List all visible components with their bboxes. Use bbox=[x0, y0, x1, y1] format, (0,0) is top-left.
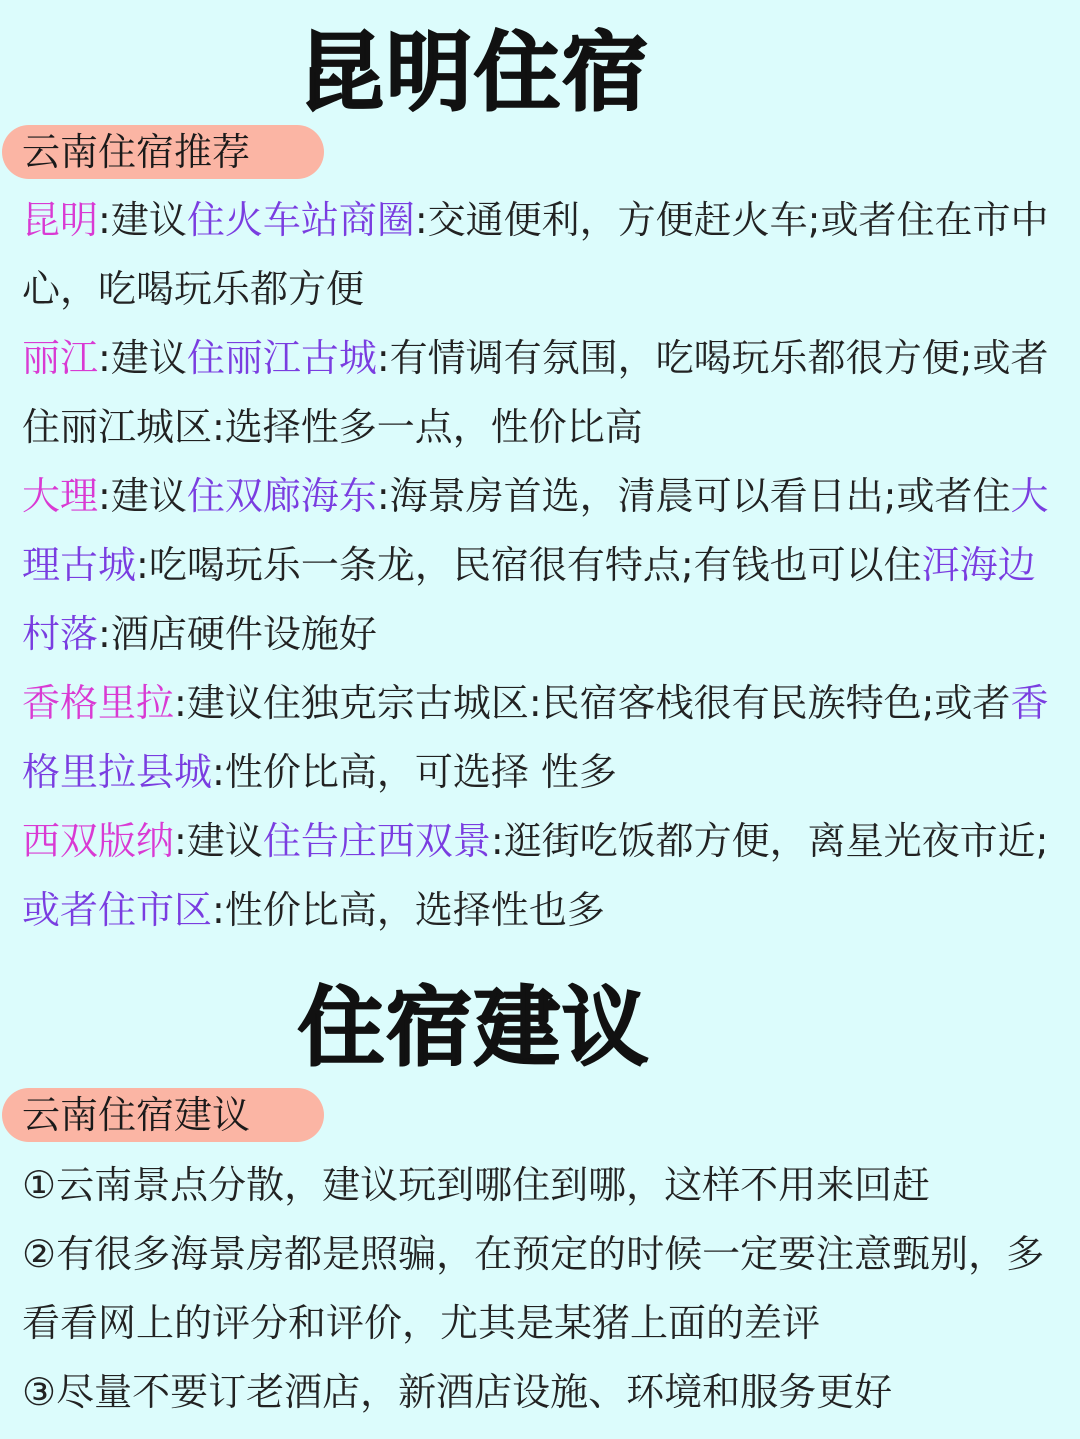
page-title-lodging-advice: 住宿建议 bbox=[298, 978, 650, 1078]
place-name: 昆明 bbox=[22, 198, 99, 242]
text-span: :吃喝玩乐一条龙，民宿很有特点;有钱也可以住 bbox=[136, 543, 922, 587]
place-name: 西双版纳 bbox=[22, 819, 175, 863]
text-span: :建议 bbox=[174, 819, 263, 863]
highlight-area: 住丽江古城 bbox=[186, 336, 377, 380]
highlight-area: 住告庄西双景 bbox=[262, 819, 491, 863]
highlight-area: 洱海边村落 bbox=[22, 543, 1036, 656]
place-name: 大理 bbox=[22, 474, 99, 518]
section-label-advice: 云南住宿建议 bbox=[2, 1088, 324, 1142]
tip-item: ②有很多海景房都是照骗，在预定的时候一定要注意甄别，多看看网上的评分和评价，尤其是某猪上面的差评 bbox=[22, 1232, 1045, 1345]
text-span: :建议 bbox=[98, 474, 187, 518]
text-span: :酒店硬件设施好 bbox=[98, 612, 377, 656]
highlight-area: 大理古城 bbox=[22, 474, 1049, 587]
highlight-area: 或者住市区 bbox=[22, 888, 213, 932]
recommendation-xishuangbanna bbox=[22, 807, 1067, 945]
highlight-area: 香格里拉县城 bbox=[22, 681, 1049, 794]
page-title-kunming-lodging: 昆明住宿 bbox=[298, 23, 650, 123]
place-name: 丽江 bbox=[22, 336, 99, 380]
text-span: :建议 bbox=[98, 198, 187, 242]
text-span: :性价比高，可选择 性多 bbox=[212, 750, 617, 794]
text-span: :逛街吃饭都方便，离星光夜市近; bbox=[490, 819, 1049, 863]
text-span: :交通便利，方便赶火车;或者住在市中心，吃喝玩乐都方便 bbox=[22, 198, 1049, 311]
recommendation-dali bbox=[22, 462, 1067, 669]
text-span: :建议 bbox=[98, 336, 187, 380]
recommendation-lijiang bbox=[22, 324, 1067, 462]
tip-item: ③尽量不要订老酒店，新酒店设施、环境和服务更好 bbox=[22, 1370, 893, 1414]
recommendation-kunming bbox=[22, 186, 1067, 324]
recommendation-shangri-la bbox=[22, 669, 1067, 807]
section-label-recommendations: 云南住宿推荐 bbox=[2, 125, 324, 179]
place-name: 香格里拉 bbox=[22, 681, 175, 725]
text-span: :有情调有氛围，吃喝玩乐都很方便;或者住丽江城区:选择性多一点，性价比高 bbox=[22, 336, 1049, 449]
tip-item: ①云南景点分散，建议玩到哪住到哪，这样不用来回赶 bbox=[22, 1163, 931, 1207]
highlight-area: 住火车站商圈 bbox=[186, 198, 415, 242]
text-span: :海景房首选，清晨可以看日出;或者住 bbox=[376, 474, 1011, 518]
text-span: :建议住独克宗古城区:民宿客栈很有民族特色;或者 bbox=[174, 681, 1011, 725]
recommendations-list bbox=[22, 186, 1067, 945]
highlight-area: 住双廊海东 bbox=[186, 474, 377, 518]
tips-list bbox=[22, 1151, 1067, 1427]
text-span: :性价比高，选择性也多 bbox=[212, 888, 605, 932]
